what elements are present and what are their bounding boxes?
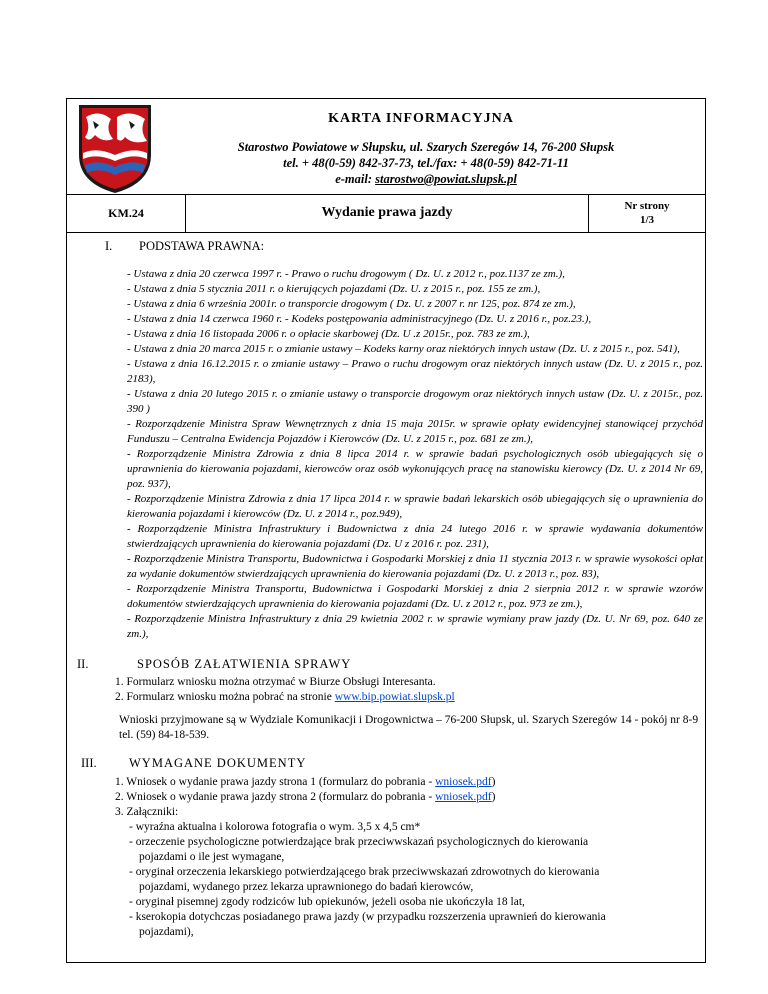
- law-item: - Ustawa z dnia 16.12.2015 r. o zmianie ustawy – Prawo o ruchu drogowym oraz niektórych innych ustaw (Dz. U. z 2015 r., poz. 2183),: [127, 358, 703, 385]
- law-item: - Ustawa z dnia 20 lutego 2015 r. o zmianie ustawy o transporcie drogowym oraz niektórych innych ustaw (Dz. U. z 2015r., poz. 390 ): [127, 388, 703, 415]
- office-name: Starostwo Powiatowe w Słupsku, ul. Szarych Szeregów 14, 76-200 Słupsk: [237, 140, 615, 154]
- bip-link[interactable]: www.bip.powiat.slupsk.pl: [334, 691, 455, 703]
- law-item: - Rozporządzenie Ministra Infrastruktury z dnia 29 kwietnia 2002 r. w sprawie wymiany praw jazdy (Dz. U. Nr 69, poz. 640 ze zm.),: [127, 613, 703, 640]
- section-1-heading: PODSTAWA PRAWNA:: [139, 239, 265, 253]
- law-item: - Rozporządzenie Ministra Transportu, Budownictwa i Gospodarki Morskiej z dnia 11 stycznia 2013 r. w sprawie wysokości opłat za wydanie dokumentów stwierdzających uprawnienia do kierowania pojazdami (Dz. U. z 2013 r., poz. 83),: [127, 553, 703, 580]
- law-item: - Ustawa z dnia 14 czerwca 1960 r. - Kodeks postępowania administracyjnego (Dz. U. z 2016 r., poz.23.),: [127, 313, 592, 325]
- card-info-row: [67, 194, 705, 233]
- law-item: - Rozporządzenie Ministra Transportu, Budownictwa i Gospodarki Morskiej z dnia 2 sierpnia 2012 r. w sprawie wzorów dokumentów stwierdzających uprawnienia do kierowania pojazdami (Dz. U. z 2012 r., poz. 973 ze zm.),: [127, 583, 703, 610]
- card-name: Wydanie prawa jazdy: [185, 194, 589, 232]
- document-item-suffix: ): [491, 791, 496, 803]
- legal-basis-list: [127, 267, 703, 642]
- attachment-item: pojazdami o ile jest wymagane,: [139, 851, 285, 863]
- attachment-item: pojazdami, wydanego przez lekarza uprawnionego do badań kierowców,: [139, 881, 474, 893]
- section-2-heading: SPOSÓB ZAŁATWIENIA SPRAWY: [137, 657, 352, 671]
- document-frame: [66, 98, 706, 963]
- document-title: KARTA INFORMACYJNA: [328, 111, 514, 126]
- attachment-item: - wyraźna aktualna i kolorowa fotografia o wym. 3,5 x 4,5 cm*: [129, 821, 421, 833]
- attachment-item: pojazdami),: [139, 926, 194, 938]
- section-1-numeral: I.: [105, 239, 113, 253]
- procedure-list: [115, 675, 701, 705]
- law-item: - Ustawa z dnia 6 września 2001r. o transporcie drogowym ( Dz. U. z 2007 r. nr 125, poz. 874 ze zm.),: [127, 298, 576, 310]
- section-2-numeral: II.: [77, 657, 89, 671]
- page-number-label: Nr strony: [624, 200, 670, 212]
- email-label: e-mail:: [335, 172, 376, 186]
- law-item: - Rozporządzenie Ministra Infrastruktury i Budownictwa z dnia 24 lutego 2016 r. w sprawie wydawania dokumentów stwierdzających uprawnienia do kierowania pojazdami (Dz. U z 2016 r. poz. 231),: [127, 523, 703, 550]
- law-item: - Ustawa z dnia 16 listopada 2006 r. o opłacie skarbowej (Dz. U .z 2015r., poz. 783 ze zm.),: [127, 328, 530, 340]
- section-3-numeral: III.: [81, 756, 97, 770]
- office-address: [157, 139, 695, 187]
- office-email-line: [157, 171, 695, 187]
- procedure-item: 1. Formularz wniosku można otrzymać w Biurze Obsługi Interesanta.: [115, 676, 436, 688]
- law-item: - Ustawa z dnia 20 marca 2015 r. o zmianie ustawy – Kodeks karny oraz niektórych innych ustaw (Dz. U. z 2015 r., poz. 541),: [127, 343, 680, 355]
- document-item-text: 1. Wniosek o wydanie prawa jazdy strona 1 (formularz do pobrania -: [115, 776, 436, 788]
- attachment-item: - oryginał pisemnej zgody rodziców lub opiekunów, jeżeli osoba nie ukończyła 18 lat,: [129, 896, 525, 908]
- document-header: [67, 99, 705, 195]
- procedure-item-text: 2. Formularz wniosku można pobrać na stronie: [115, 691, 335, 703]
- required-documents-list: [115, 775, 701, 940]
- document-item-suffix: ): [491, 776, 496, 788]
- document-item-text: 2. Wniosek o wydanie prawa jazdy strona 2 (formularz do pobrania -: [115, 791, 436, 803]
- attachment-item: - kserokopia dotychczas posiadanego prawa jazdy (w przypadku rozszerzenia uprawnień do kierowania: [129, 911, 606, 923]
- document-item: [115, 775, 701, 790]
- procedure-item: [115, 690, 701, 705]
- submission-note: Wnioski przyjmowane są w Wydziale Komunikacji i Drogownictwa – 76-200 Słupsk, ul. Szarych Szeregów 14 - pokój nr 8-9 tel. (59) 84-18-539.: [119, 714, 699, 741]
- section-3-heading: WYMAGANE DOKUMENTY: [129, 756, 307, 770]
- document-item: [115, 790, 701, 805]
- card-code: KM.24: [108, 205, 144, 220]
- law-item: - Ustawa z dnia 20 czerwca 1997 r. - Prawo o ruchu drogowym ( Dz. U. z 2012 r., poz.1137 ze zm.),: [127, 268, 565, 280]
- email-link[interactable]: starostwo@powiat.slupsk.pl: [375, 172, 517, 186]
- page-number-value: 1/3: [639, 214, 655, 226]
- attachments-label: 3. Załączniki:: [115, 806, 179, 818]
- office-phone: tel. + 48(0-59) 842-37-73, tel./fax: + 48(0-59) 842-71-11: [283, 156, 569, 170]
- law-item: - Ustawa z dnia 5 stycznia 2011 r. o kierujących pojazdami (Dz. U. z 2015 r., poz. 155 ze zm.),: [127, 283, 541, 295]
- law-item: - Rozporządzenie Ministra Zdrowia z dnia 8 lipca 2014 r. w sprawie badań psychologicznych osób ubiegających się o uprawnienia do kierowania pojazdami, kierowców oraz osób wykonujących pracę na stanowisku kierowcy (Dz. U. z 2014 Nr 69, poz. 937),: [127, 448, 703, 490]
- law-item: - Rozporządzenie Ministra Spraw Wewnętrznych z dnia 15 maja 2015r. w sprawie opłaty ewidencyjnej stanowiącej przychód Funduszu – Centralna Ewidencja Pojazdów i Kierowców (Dz. U. z 2015 r., poz. 681 ze zm.),: [127, 418, 703, 445]
- attachment-item: - oryginał orzeczenia lekarskiego potwierdzającego brak przeciwwskazań zdrowotnych do kierowania: [129, 866, 600, 878]
- page-number-cell: [589, 194, 705, 232]
- application-form-link-1[interactable]: wniosek.pdf: [435, 776, 492, 788]
- law-item: - Rozporządzenie Ministra Zdrowia z dnia 17 lipca 2014 r. w sprawie badań lekarskich osób ubiegających się o uprawnienia do kierowania pojazdami i kierowców (Dz. U. z 2014 r., poz.949),: [127, 493, 703, 520]
- application-form-link-2[interactable]: wniosek.pdf: [435, 791, 492, 803]
- attachment-item: - orzeczenie psychologiczne potwierdzające brak przeciwwskazań psychologicznych do kierowania: [129, 836, 589, 848]
